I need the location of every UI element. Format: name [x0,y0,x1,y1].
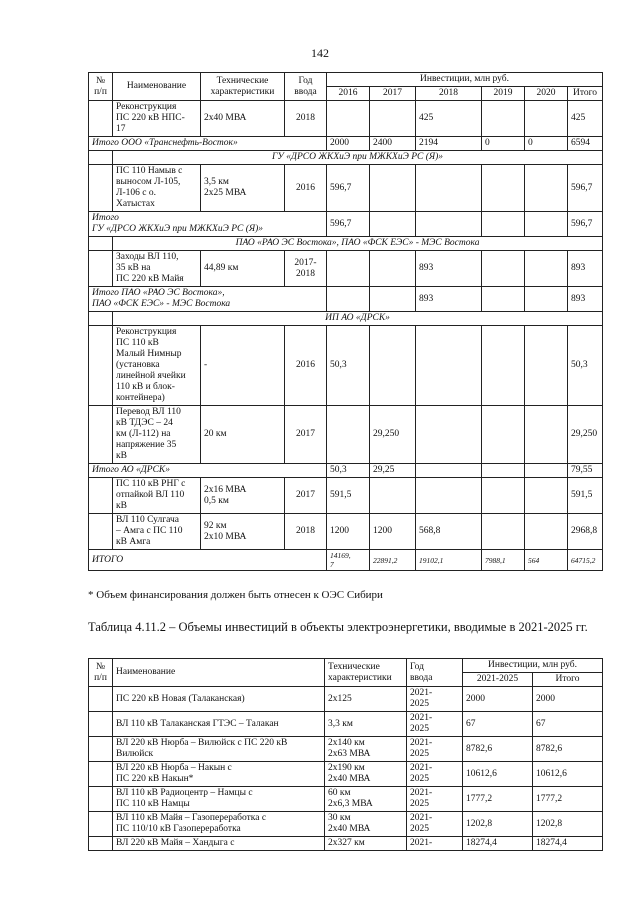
table-row [89,514,603,550]
investment-value: 50,3 [327,326,370,406]
investment-total: 893 [568,251,603,287]
commissioning-year: 2017 [285,478,327,514]
footnote: * Объем финансирования должен быть отнесен к ОЭС Сибири [88,589,383,601]
investment-value [525,251,568,287]
object-specs: 60 км 2х6,3 МВА [325,787,407,812]
object-name: ВЛ 220 кВ Нюрба – Накын с ПС 220 кВ Накын* [113,762,325,787]
commissioning-year: 2021- 2025 [407,762,463,787]
object-name: ПС 110 кВ РНГ с отпайкой ВЛ 110 кВ [113,478,201,514]
investment-value: 893 [416,287,482,312]
investment-value: 1200 [370,514,416,550]
commissioning-year: 2018 [285,514,327,550]
investment-value: 50,3 [327,464,370,478]
page-number: 142 [311,46,329,60]
row-num-cell [89,165,113,212]
header-investments: Инвестиции, млн руб. [327,73,603,87]
investment-value [327,406,370,464]
investment-table-2021-2025 [88,658,603,851]
commissioning-year: 2016 [285,326,327,406]
object-name: Перевод ВЛ 110 кВ ТДЭС – 24 км (Л-112) на напряжение 35 кВ [113,406,201,464]
grand-total-label: ИТОГО [89,550,327,571]
commissioning-year: 2021- [407,837,463,851]
investment-value [482,251,525,287]
header-2018: 2018 [416,87,482,101]
investment-value [416,478,482,514]
investment-value [327,101,370,137]
investment-value [482,287,525,312]
object-name: ВЛ 220 кВ Майя – Хандыга с [113,837,325,851]
row-num-cell [89,406,113,464]
object-specs: 2х40 МВА [201,101,285,137]
investment-value: 425 [416,101,482,137]
table-row [89,837,603,851]
object-specs: 20 км [201,406,285,464]
investment-value [482,478,525,514]
investment-value [416,406,482,464]
investment-value: 2000 [327,137,370,151]
row-num-cell [89,326,113,406]
investment-value [416,326,482,406]
object-specs: 2х140 км 2х63 МВА [325,737,407,762]
object-name: ВЛ 220 кВ Нюрба – Вилюйск с ПС 220 кВ Вилюйск [113,737,325,762]
object-specs: 92 км 2х10 МВА [201,514,285,550]
investment-total: 596,7 [568,212,603,237]
table1-body [89,101,603,571]
investment-period-value: 8782,6 [463,737,533,762]
header-tech: Технические характеристики [201,73,285,101]
subtotal-label: Итого ООО «Транснефть-Восток» [89,137,327,151]
investment-value [327,251,370,287]
investment-period-value: 1202,8 [463,812,533,837]
t2-header-name: Наименование [113,659,325,687]
row-num-cell [89,837,113,851]
row-num-cell [89,237,113,251]
row-num-cell [89,762,113,787]
table-row [89,151,603,165]
investment-value [482,165,525,212]
object-name: ВЛ 110 кВ Талаканская ГТЭС – Талакан [113,712,325,737]
investment-value [482,326,525,406]
object-specs: 3,3 км [325,712,407,737]
header-total: Итого [568,87,603,101]
row-num-cell [89,312,113,326]
row-num-cell [89,151,113,165]
t2-header-year: Год ввода [407,659,463,687]
investment-value [370,165,416,212]
investment-total: 893 [568,287,603,312]
investment-period-value: 10612,6 [463,762,533,787]
object-specs: - [201,326,285,406]
investment-value [416,165,482,212]
investment-value [416,464,482,478]
investment-value [525,514,568,550]
commissioning-year: 2018 [285,101,327,137]
section-header: ПАО «РАО ЭС Востока», ПАО «ФСК ЕЭС» - МЭС Востока [113,237,603,251]
object-name: ПС 110 Намыв с выносом Л-105, Л-106 с о. Хатыстах [113,165,201,212]
investment-value [416,212,482,237]
object-specs: 3,5 км 2х25 МВА [201,165,285,212]
commissioning-year: 2021- 2025 [407,712,463,737]
object-name: ВЛ 110 Сулгача – Амга с ПС 110 кВ Амга [113,514,201,550]
commissioning-year: 2016 [285,165,327,212]
investment-value [525,326,568,406]
table-row [89,550,603,571]
object-name: ВЛ 110 кВ Майя – Газопереработка с ПС 110/10 кВ Газопереработка [113,812,325,837]
investment-total: 1777,2 [533,787,603,812]
investment-total: 596,7 [568,165,603,212]
t2-header-total: Итого [533,673,603,687]
investment-value [482,514,525,550]
investment-value [525,287,568,312]
header-2016: 2016 [327,87,370,101]
header-num: № п/п [89,73,113,101]
investment-value: 19102,1 [416,550,482,571]
investment-value: 29,25 [370,464,416,478]
investment-total: 64715,2 [568,550,603,571]
object-specs: 2х190 км 2х40 МВА [325,762,407,787]
table-row [89,212,603,237]
header-year: Год ввода [285,73,327,101]
investment-total: 10612,6 [533,762,603,787]
investment-value [482,464,525,478]
section-header: ИП АО «ДРСК» [113,312,603,326]
table2-body [89,687,603,851]
header-2017: 2017 [370,87,416,101]
row-num-cell [89,251,113,287]
investment-value [370,101,416,137]
commissioning-year: 2021- 2025 [407,812,463,837]
investment-value [525,212,568,237]
row-num-cell [89,687,113,712]
table-row [89,762,603,787]
investment-value: 568,8 [416,514,482,550]
investment-value: 591,5 [327,478,370,514]
investment-value [327,287,370,312]
table-row [89,101,603,137]
row-num-cell [89,712,113,737]
investment-period-value: 1777,2 [463,787,533,812]
table-row [89,712,603,737]
table-row [89,406,603,464]
investment-total: 50,3 [568,326,603,406]
row-num-cell [89,737,113,762]
object-specs: 44,89 км [201,251,285,287]
investment-value: 596,7 [327,165,370,212]
t2-header-investments: Инвестиции, млн руб. [463,659,603,673]
investment-value [525,406,568,464]
investment-value: 893 [416,251,482,287]
object-specs: 30 км 2х40 МВА [325,812,407,837]
investment-total: 2000 [533,687,603,712]
investment-value [482,406,525,464]
commissioning-year: 2021- 2025 [407,687,463,712]
investment-total: 2968,8 [568,514,603,550]
investment-total: 8782,6 [533,737,603,762]
object-specs: 2х16 МВА 0,5 км [201,478,285,514]
t2-header-num: № п/п [89,659,113,687]
investment-total: 67 [533,712,603,737]
subtotal-label: Итого ГУ «ДРСО ЖКХиЭ при МЖКХиЭ РС (Я)» [89,212,327,237]
subtotal-label: Итого АО «ДРСК» [89,464,327,478]
investment-value [482,101,525,137]
header-2019: 2019 [482,87,525,101]
investment-value: 22891,2 [370,550,416,571]
investment-value: 29,250 [370,406,416,464]
investment-total: 18274,4 [533,837,603,851]
row-num-cell [89,101,113,137]
investment-value: 596,7 [327,212,370,237]
investment-value: 0 [525,137,568,151]
subtotal-label: Итого ПАО «РАО ЭС Востока», ПАО «ФСК ЕЭС» - МЭС Востока [89,287,327,312]
investment-value [370,326,416,406]
t2-header-tech: Технические характеристики [325,659,407,687]
object-specs: 2х327 км [325,837,407,851]
investment-period-value: 18274,4 [463,837,533,851]
header-2020: 2020 [525,87,568,101]
object-name: Реконструкция ПС 110 кВ Малый Нимныр (установка линейной ячейки 110 кВ и блок- контейнера) [113,326,201,406]
table-row [89,478,603,514]
commissioning-year: 2021- 2025 [407,737,463,762]
object-name: ПС 220 кВ Новая (Талаканская) [113,687,325,712]
investment-period-value: 2000 [463,687,533,712]
table-row [89,287,603,312]
investment-value [482,212,525,237]
investment-value [370,478,416,514]
investment-total: 29,250 [568,406,603,464]
row-num-cell [89,478,113,514]
object-name: Реконструкция ПС 220 кВ НПС- 17 [113,101,201,137]
table-row [89,137,603,151]
investment-value: 0 [482,137,525,151]
investment-total: 6594 [568,137,603,151]
table-row [89,165,603,212]
investment-total: 1202,8 [533,812,603,837]
investment-total: 79,55 [568,464,603,478]
header-name: Наименование [113,73,201,101]
row-num-cell [89,787,113,812]
commissioning-year: 2017- 2018 [285,251,327,287]
investment-value [525,101,568,137]
table-row [89,787,603,812]
investment-value [370,212,416,237]
table-row [89,687,603,712]
table-row [89,237,603,251]
object-name: Заходы ВЛ 110, 35 кВ на ПС 220 кВ Майя [113,251,201,287]
investment-value: 1200 [327,514,370,550]
investment-value: 14169, 7 [327,550,370,571]
table2-title: Таблица 4.11.2 – Объемы инвестиций в объекты электроэнергетики, вводимые в 2021-2025 гг. [88,620,588,634]
investment-table-2016-2020 [88,72,603,571]
investment-period-value: 67 [463,712,533,737]
object-name: ВЛ 110 кВ Радиоцентр – Намцы с ПС 110 кВ Намцы [113,787,325,812]
investment-total: 425 [568,101,603,137]
investment-value [525,464,568,478]
t2-header-period: 2021-2025 [463,673,533,687]
commissioning-year: 2021- 2025 [407,787,463,812]
object-specs: 2х125 [325,687,407,712]
investment-value: 7988,1 [482,550,525,571]
investment-value: 564 [525,550,568,571]
section-header: ГУ «ДРСО ЖКХиЭ при МЖКХиЭ РС (Я)» [113,151,603,165]
row-num-cell [89,514,113,550]
investment-value: 2400 [370,137,416,151]
table-row [89,737,603,762]
commissioning-year: 2017 [285,406,327,464]
table-row [89,251,603,287]
table-row [89,812,603,837]
investment-value [370,251,416,287]
table-row [89,464,603,478]
investment-total: 591,5 [568,478,603,514]
investment-value [370,287,416,312]
investment-value [525,165,568,212]
investment-value: 2194 [416,137,482,151]
investment-value [525,478,568,514]
row-num-cell [89,812,113,837]
table-row [89,326,603,406]
table-row [89,312,603,326]
